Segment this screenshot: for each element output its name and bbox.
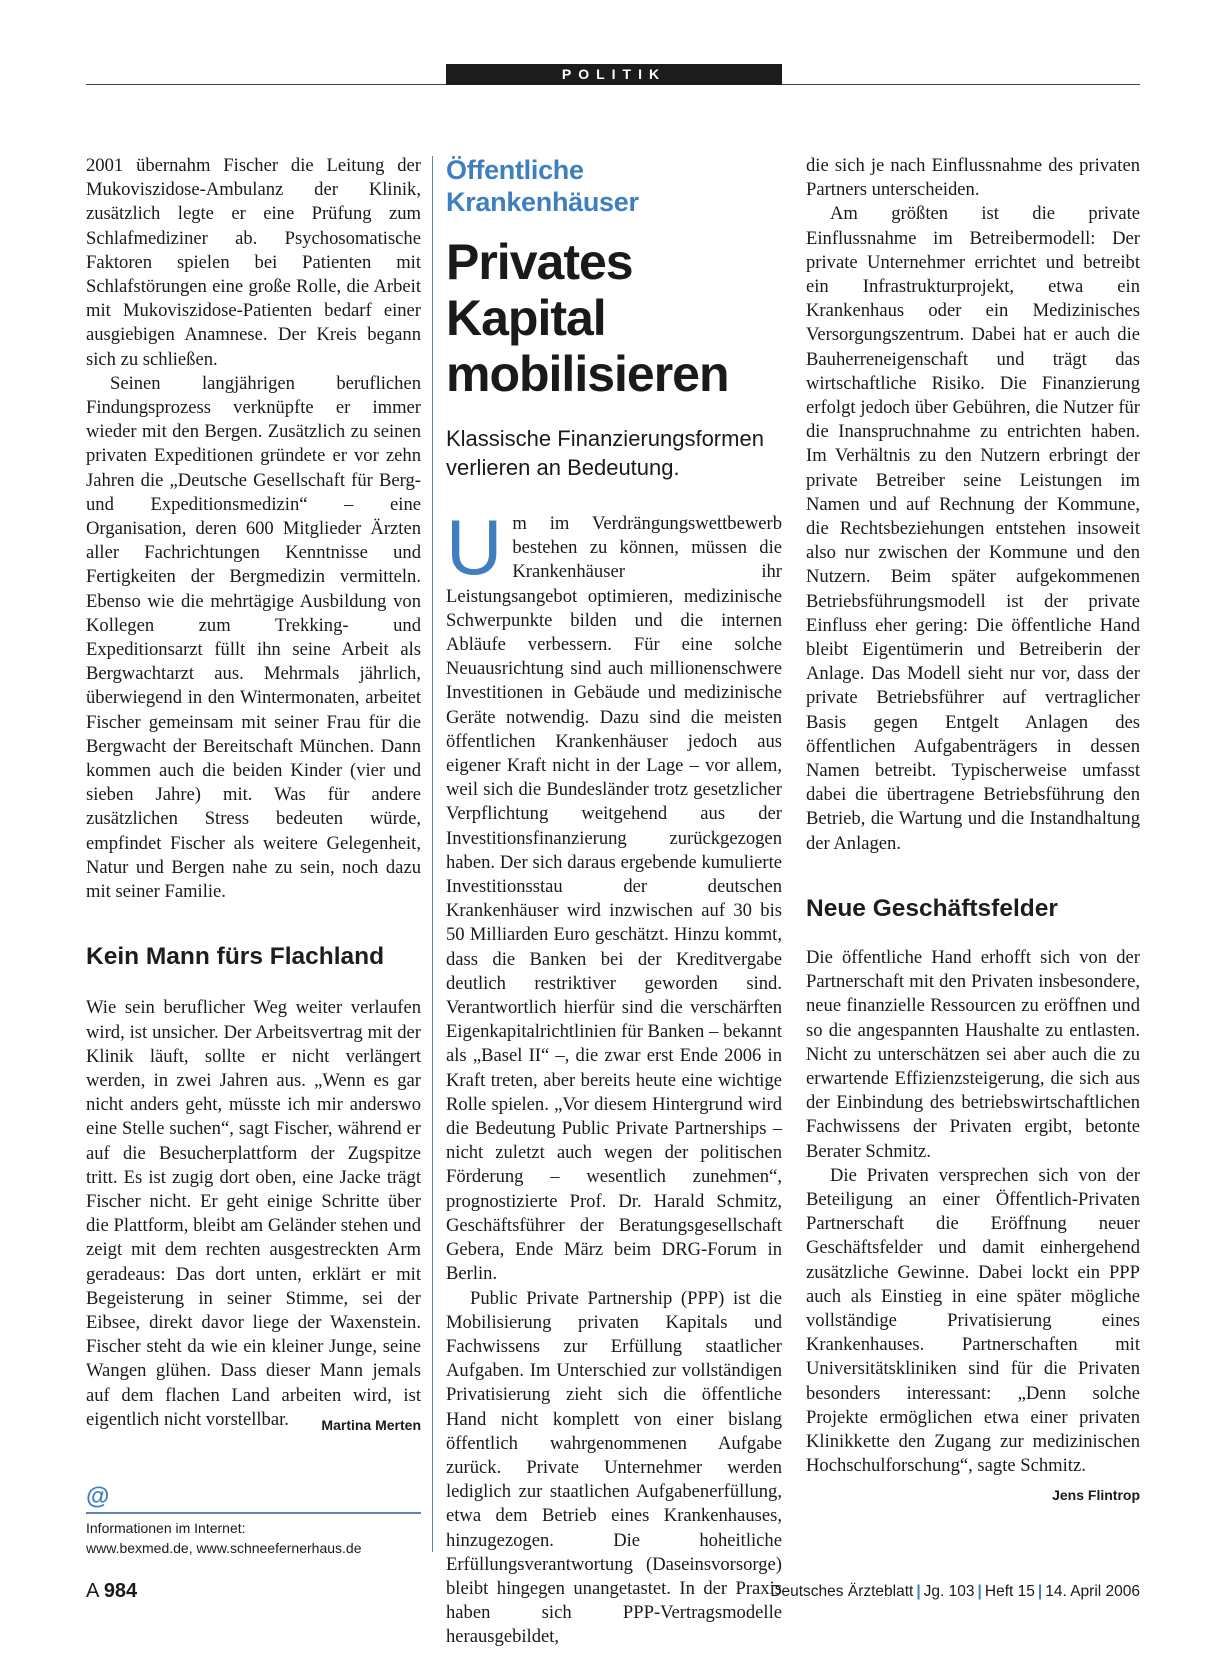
- journal-name: Deutsches Ärzteblatt: [770, 1583, 914, 1600]
- right-column: [806, 154, 1140, 1508]
- article-column: [446, 154, 782, 1650]
- left-paragraph-2: Seinen langjährigen beruflichen Findungsprozess verknüpfte er immer wieder mit den Bergen. Zusätzlich zu seinen privaten Expeditionen gründete er vor zehn Jahren die „Deutsche Gesellschaft für Berg- und Expeditionsmedizin“ – eine Organisation, deren 600 Mitglieder Ärzten aller Fachrichtungen Kenntnisse und Fertigkeiten der Bergmedizin vermitteln. Ebenso wie die mehrtägige Ausbildung von Kollegen zum Trekking- und Expeditionsarzt füllt ihn seine Arbeit als Bergwachtarzt aus. Mehrmals jährlich, überwiegend in den Wintermonaten, arbeitet Fischer gemeinsam mit seiner Frau für die Bergwacht der Bereitschaft München. Dann kommen auch die beiden Kinder (vier und sieben Jahre) mit. Was für andere zusätzlichen Stress bedeuten würde, empfindet Fischer als weitere Gelegenheit, Natur und Bergen nahe zu sein, noch dazu mit seiner Familie.: [86, 372, 421, 903]
- author-left: Martina Merten: [321, 1416, 421, 1433]
- article-deck: Klassische Finanzierungsformen verlieren an Bedeutung.: [446, 426, 764, 480]
- journal-volume: Jg. 103: [923, 1583, 975, 1600]
- footer-separator: |: [977, 1583, 982, 1600]
- article-lead-text: m im Verdrängungswettbewerb bestehen zu können, müssen die Krankenhäuser ihr Leistungsangebot optimieren, medizinische Schwerpunkte bilden und die internen Abläufe verbessern. Für eine solche Neuausrichtung sind auch millionenschwere Investitionen in Gebäude und medizinische Geräte notwendig. Dazu sind die meisten öffentlichen Krankenhäuser jedoch aus eigener Kraft nicht in der Lage – vor allem, weil sich die Bundesländer trotz gesetzlicher Verpflichtung weitgehend aus der Investitionsfinanzierung zurückgezogen haben. Der sich daraus ergebende kumulierte Investitionsstau der deutschen Krankenhäuser wird inzwischen auf 30 bis 50 Milliarden Euro geschätzt. Hinzu kommt, dass die Banken bei der Kreditvergabe deutlich restriktiver geworden sind. Verantwortlich hierfür sind die verschärften Eigenkapitalrichtlinien für Banken – bekannt als „Basel II“ –, die zwar erst Ende 2006 in Kraft treten, aber bereits heute eine wichtige Rolle spielen. „Vor diesem Hintergrund wird die Bedeutung Public Private Partnerships – nicht zuletzt auch wegen der politischen Förderung – wesentlich zunehmen“, prognostizierte Prof. Dr. Harald Schmitz, Geschäftsführer der Beratungsgesellschaft Gebera, Ende März beim DRG-Forum in Berlin.: [446, 513, 782, 1285]
- right-paragraph-4-text: Die Privaten versprechen sich von der Beteiligung an einer Öffentlich-Privaten Partnerschaft die Eröffnung neuer Geschäftsfelder und damit einhergehend zusätzliche Gewinne. Dabei lockt ein PPP auch als Einstieg in eine später mögliche vollständige Privatisierung eines Krankenhauses. Partnerschaften mit Universitätskliniken sind für die Privaten besonders interessant: „Denn solche Projekte ermöglichen etwa einer privaten Klinikkette den Zugang zur medizinischen Hochschulforschung“, sagte Schmitz.: [806, 1164, 1140, 1477]
- right-paragraph-3: Die öffentliche Hand erhofft sich von der Partnerschaft mit den Privaten insbesondere, neue finanzielle Ressourcen zu eröffnen und so die angespannten Haushalte zu entlasten. Nicht zu unterschätzen sei aber auch die zu erwartende Effizienzsteigerung, die sich aus der Einbindung des betriebswirtschaftlichen Fachwissens der Privaten ergibt, betonte Berater Schmitz.: [806, 946, 1140, 1162]
- page-prefix: A: [86, 1580, 99, 1602]
- footer-separator: |: [916, 1583, 921, 1600]
- footer-separator: |: [1037, 1583, 1043, 1600]
- right-paragraph-4: [806, 1164, 1140, 1504]
- left-paragraph-1: 2001 übernahm Fischer die Leitung der Mukoviszidose-Ambulanz der Klinik, zusätzlich legte er eine Prüfung zum Schlafmediziner ab. Psychosomatische Faktoren spielen bei Patienten mit Schlafstörungen eine große Rolle, die Arbeit mit Mukoviszidose-Patienten bedarf einer ausgiebigen Anamnese. Der Kreis begann sich zu schließen.: [86, 155, 421, 370]
- article-headline: Privates Kapital mobilisieren: [446, 234, 729, 402]
- info-rule: [86, 1512, 421, 1514]
- left-paragraph-3-text: Wie sein beruflicher Weg weiter verlaufen wird, ist unsicher. Der Arbeitsvertrag mit der Klinik läuft, sollte er nicht verlängert werden, in zwei Jahren aus. „Wenn es gar nicht anders geht, müsste ich mir anderswo eine Stelle suchen“, sagt Fischer, während er auf die Besucherplattform der Zugspitze tritt. Es ist zugig dort oben, eine Jacke trägt Fischer nicht. Er geht einige Schritte über die Plattform, bleibt am Geländer stehen und zeigt mit dem rechten ausgestreckten Arm geradeaus: Das dort unten, erklärt er mit Begeisterung in seiner Stimme, sei der Eibsee, direkt davor liege der Waxenstein. Fischer steht da wie ein kleiner Junge, seine Wangen glühen. Dass dieser Mann jemals auf dem flachen Land arbeiten wird, ist eigentlich nicht vorstellbar.: [86, 997, 421, 1430]
- journal-date: 14. April 2006: [1045, 1583, 1140, 1600]
- article-paragraph-2: Public Private Partnership (PPP) ist die Mobilisierung privaten Kapitals und Fachwissens zur Erfüllung staatlicher Aufgaben. Im Unterschied zur vollständigen Privatisierung zieht sich die öffentliche Hand nicht komplett von einer bislang öffentlich wahrgenommenen Aufgabe zurück. Private Unternehmer werden lediglich zur staatlichen Aufgabenerfüllung, etwa dem Betrieb eines Krankenhauses, hinzugezogen. Die hoheitliche Erfüllungsverantwortung (Daseinsvorsorge) bleibt hingegen unangetastet. In der Praxis haben sich PPP-Vertragsmodelle herausgebildet,: [446, 1287, 782, 1648]
- left-subhead: Kein Mann fürs Flachland: [86, 943, 385, 971]
- journal-issue: Heft 15: [984, 1583, 1035, 1600]
- column-divider: [432, 156, 433, 1552]
- footer-citation: [770, 1583, 1140, 1601]
- info-links[interactable]: www.bexmed.de, www.schneefernerhaus.de: [86, 1540, 362, 1556]
- page-number-value: 984: [103, 1580, 138, 1602]
- right-paragraph-1: die sich je nach Einflussnahme des privaten Partners unterscheiden.: [806, 155, 1140, 201]
- page-number: [86, 1580, 137, 1603]
- dropcap: U: [446, 503, 503, 591]
- at-icon: @: [86, 1483, 110, 1510]
- right-paragraph-2: Am größten ist die private Einflussnahme im Betreibermodell: Der private Unternehmer errichtet und betreibt ein Infrastrukturprojekt, etwa ein Krankenhaus oder ein Medizinisches Versorgungszentrum. Dabei hat er auch die Bauherreneigenschaft und trägt das wirtschaftliche Risiko. Die Finanzierung erfolgt jedoch über Gebühren, die Nutzer für die Inanspruchnahme zu entrichten haben. Im Verhältnis zu den Nutzern erbringt der private Betreiber seine Leistungen im Namen und auf Rechnung der Kommune, die Rechtsbeziehungen entstehen insoweit also nur zwischen der Kommune und den Nutzern. Beim später aufgekommenen Betriebsführungsmodell ist der private Einfluss eher gering: Die öffentliche Hand bleibt Eigentümerin und Betreiberin der Anlage. Das Modell sieht nur vor, dass der private Betriebsführer auf vertraglicher Basis gegen Entgelt Anlagen des öffentlichen Aufgabenträgers in dessen Namen betreibt. Typischerweise umfasst dabei die übertragene Betriebsführung den Betrieb, die Wartung und die Instandhaltung der Anlagen.: [806, 203, 1140, 854]
- info-label: Informationen im Internet:: [86, 1520, 246, 1536]
- section-label: POLITIK: [446, 64, 782, 85]
- author-right: Jens Flintrop: [1052, 1487, 1140, 1504]
- info-box: [86, 1484, 421, 1558]
- left-paragraph-3: [86, 996, 421, 1432]
- right-subhead: Neue Geschäftsfelder: [806, 894, 1058, 922]
- left-column: [86, 154, 421, 1437]
- article-lead: [446, 503, 782, 1287]
- article-kicker: Öffentliche Krankenhäuser: [446, 155, 639, 217]
